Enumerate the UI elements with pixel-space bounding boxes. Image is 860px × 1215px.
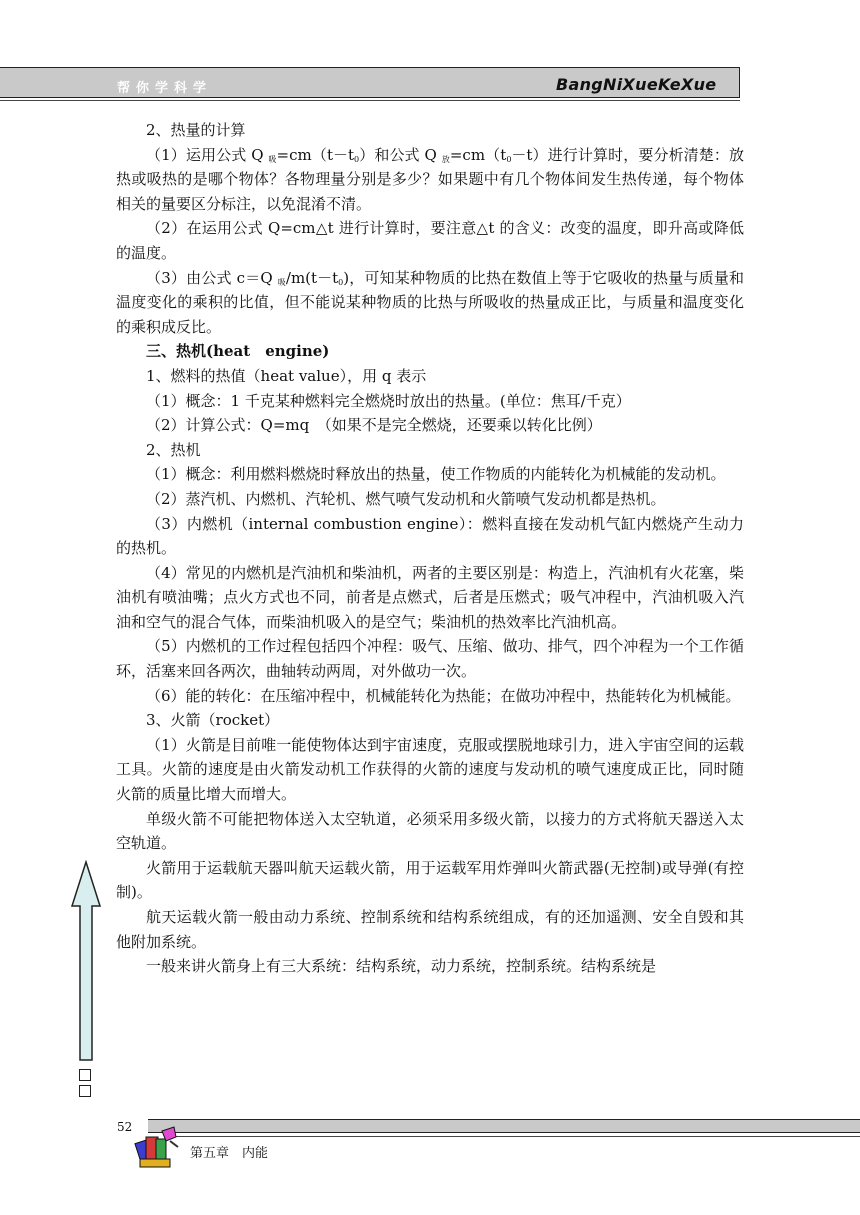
paragraph: 航天运载火箭一般由动力系统、控制系统和结构系统组成，有的还加遥测、安全自毁和其他附加系统。 xyxy=(116,908,744,951)
paragraph: （4）常见的内燃机是汽油机和柴油机，两者的主要区别是：构造上，汽油机有火花塞，柴油机有喷油嘴；点火方式也不同，前者是点燃式，后者是压燃式；吸气冲程中，汽油机吸入汽油和空气的混合气体，而柴油机吸入的是空气；柴油机的热效率比汽油机高。 xyxy=(116,563,744,631)
paragraph: 1、燃料的热值（heat value），用 q 表示 xyxy=(146,366,427,385)
footer-rule xyxy=(168,1136,860,1137)
margin-square-icon xyxy=(79,1069,91,1081)
paragraph: （3）由公式 c＝Q $_吸/m(t-t_0)$，可知某种物质的比热在数值上等于它吸收的热量与质量和温度变化的乘积的比值，但不能说某种物质的比热与所吸收的热量成正比，与质量和温度变化的乘积成反比。 xyxy=(116,268,745,336)
paragraph: （1）火箭是目前唯一能使物体达到宇宙速度，克服或摆脱地球引力，进入宇宙空间的运载工具。火箭的速度是由火箭发动机工作获得的火箭的速度与发动机的喷气速度成正比，同时随火箭的质量比增大而增大。 xyxy=(116,735,744,804)
paragraph: （6）能的转化：在压缩冲程中，机械能转化为热能；在做功冲程中，热能转化为机械能。 xyxy=(146,686,741,705)
books-logo-icon xyxy=(132,1125,180,1171)
section-heading: 三、热机(heat engine) xyxy=(146,342,330,361)
paragraph: 一般来讲火箭身上有三大系统：结构系统，动力系统，控制系统。结构系统是 xyxy=(146,957,657,976)
footer-bar xyxy=(148,1119,860,1133)
paragraph: （2）在运用公式 Q=cm△t 进行计算时，要注意△t 的含义：改变的温度，即升高或降低的温度。 xyxy=(116,219,744,262)
header-right-text: BangNiXueKeXue xyxy=(556,75,717,94)
paragraph: 3、火箭（rocket） xyxy=(146,711,280,730)
paragraph: 单级火箭不可能把物体送入太空轨道，必须采用多级火箭，以接力的方式将航天器送入太空轨道。 xyxy=(116,809,744,853)
section-heading: 2、热量的计算 xyxy=(146,121,246,139)
paragraph: （2）蒸汽机、内燃机、汽轮机、燃气喷气发动机和火箭喷气发动机都是热机。 xyxy=(146,489,666,508)
paragraph: 2、热机 xyxy=(146,440,201,459)
page-body xyxy=(116,118,744,979)
paragraph: （5）内燃机的工作过程包括四个冲程：吸气、压缩、做功、排气，四个冲程为一个工作循环，活塞来回各两次，曲轴转动两周，对外做功一次。 xyxy=(116,637,744,681)
page-number: 52 xyxy=(117,1120,133,1134)
margin-square-icon xyxy=(79,1085,91,1097)
paragraph: （1）概念：利用燃料燃烧时释放出的热量，使工作物质的内能转化为机械能的发动机。 xyxy=(146,465,726,484)
paragraph: （1）概念：1 千克某种燃料完全燃烧时放出的热量。(单位：焦耳/千克） xyxy=(146,391,631,410)
up-arrow-icon xyxy=(70,860,102,1062)
header-rule xyxy=(0,100,740,101)
paragraph: （1）运用公式 Q $_吸=cm(t-t_0)$和公式 Q $_放=cm(t_0-t)$进行计算时，要分析清楚：放热或吸热的是哪个物体？各物理量分别是多少？如果题中有几个物体间发生热传递，每个物体相关的量要区分标注，以免混淆不清。 xyxy=(116,145,745,213)
paragraph: （2）计算公式：Q=mq （如果不是完全燃烧，还要乘以转化比例） xyxy=(146,416,602,435)
paragraph: （3）内燃机（internal combustion engine）：燃料直接在发动机气缸内燃烧产生动力的热机。 xyxy=(116,514,744,558)
header-left-text: 帮你学科学 xyxy=(117,81,213,96)
paragraph: 火箭用于运载航天器叫航天运载火箭，用于运载军用炸弹叫火箭武器(无控制)或导弹(有控制)。 xyxy=(116,858,744,902)
chapter-title: 第五章 内能 xyxy=(190,1146,269,1161)
